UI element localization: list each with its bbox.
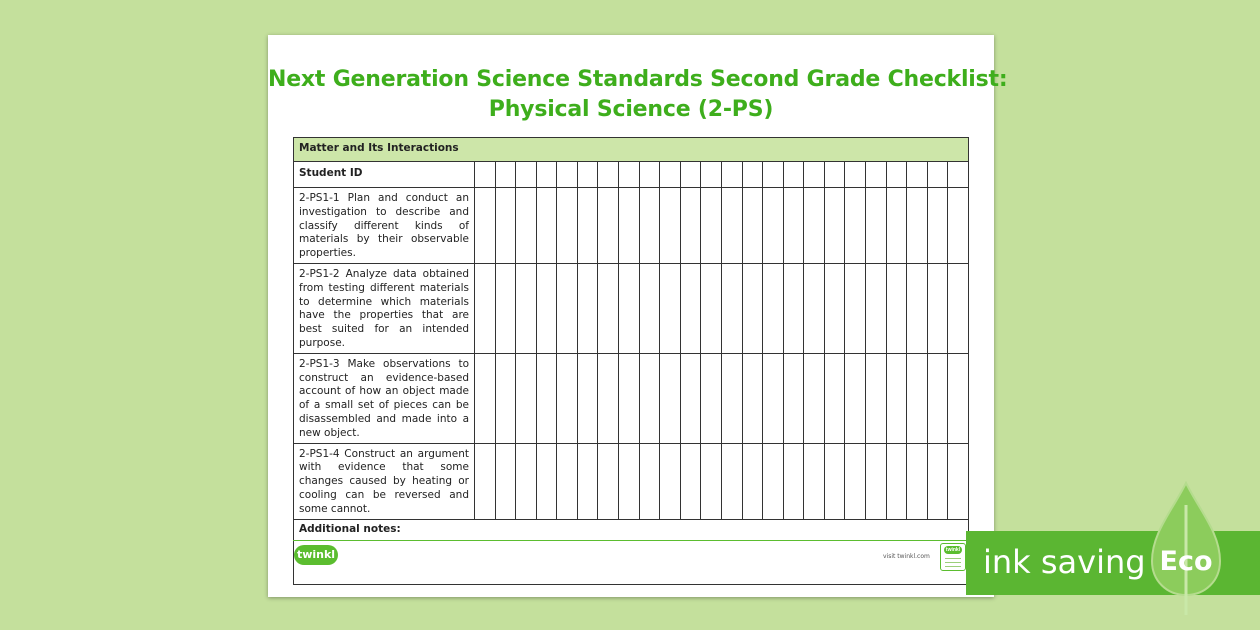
section-header: Matter and Its Interactions: [294, 138, 969, 162]
check-cell[interactable]: [660, 353, 681, 443]
check-cell[interactable]: [804, 263, 825, 353]
badge-line: [945, 562, 961, 563]
check-cell[interactable]: [577, 188, 598, 264]
check-cell[interactable]: [948, 188, 969, 264]
eco-badge-label: Eco: [1159, 546, 1213, 577]
check-cell[interactable]: [639, 263, 660, 353]
check-cell[interactable]: [680, 162, 701, 188]
check-cell[interactable]: [701, 162, 722, 188]
check-cell[interactable]: [783, 188, 804, 264]
check-cell[interactable]: [516, 162, 537, 188]
standard-row: [294, 263, 969, 353]
check-cell[interactable]: [927, 443, 948, 519]
check-cell[interactable]: [865, 188, 886, 264]
check-cell[interactable]: [660, 188, 681, 264]
standard-text: 2-PS1-2 Analyze data obtained from testing different materials to determine which materials have the properties that are best suited for an intended purpose.: [294, 263, 475, 353]
check-cell[interactable]: [639, 188, 660, 264]
check-cell[interactable]: [557, 162, 578, 188]
check-cell[interactable]: [516, 443, 537, 519]
check-cell[interactable]: [783, 443, 804, 519]
standard-text: 2-PS1-3 Make observations to construct an evidence-based account of how an object made of a small set of pieces can be disassembled and made into a new object.: [294, 353, 475, 443]
ink-saving-label: ink saving: [983, 543, 1146, 581]
check-cell[interactable]: [475, 162, 496, 188]
badge-label: twinkl: [945, 547, 961, 553]
check-cell[interactable]: [886, 353, 907, 443]
standard-text: 2-PS1-4 Construct an argument with evidence that some changes caused by heating or cooling can be reversed and some cannot.: [294, 443, 475, 519]
check-cell[interactable]: [475, 443, 496, 519]
check-cell[interactable]: [948, 263, 969, 353]
checklist-table: [293, 137, 969, 585]
check-cell[interactable]: [865, 263, 886, 353]
check-cell[interactable]: [475, 353, 496, 443]
check-cell[interactable]: [619, 162, 640, 188]
check-cell[interactable]: [557, 443, 578, 519]
check-cell[interactable]: [824, 443, 845, 519]
standard-row: [294, 443, 969, 519]
check-cell[interactable]: [804, 443, 825, 519]
check-cell[interactable]: [721, 353, 742, 443]
check-cell[interactable]: [763, 188, 784, 264]
check-cell[interactable]: [907, 443, 928, 519]
check-cell[interactable]: [598, 188, 619, 264]
check-cell[interactable]: [948, 162, 969, 188]
check-cell[interactable]: [701, 188, 722, 264]
check-cell[interactable]: [804, 162, 825, 188]
check-cell[interactable]: [536, 443, 557, 519]
check-cell[interactable]: [557, 188, 578, 264]
check-cell[interactable]: [845, 443, 866, 519]
check-cell[interactable]: [948, 353, 969, 443]
check-cell[interactable]: [721, 443, 742, 519]
check-cell[interactable]: [680, 263, 701, 353]
check-cell[interactable]: [536, 188, 557, 264]
check-cell[interactable]: [927, 162, 948, 188]
check-cell[interactable]: [742, 353, 763, 443]
check-cell[interactable]: [598, 353, 619, 443]
check-cell[interactable]: [536, 162, 557, 188]
check-cell[interactable]: [516, 263, 537, 353]
check-cell[interactable]: [824, 263, 845, 353]
title-line-1: Next Generation Science Standards Second Grade Checklist:: [268, 67, 1008, 92]
check-cell[interactable]: [886, 162, 907, 188]
check-cell[interactable]: [865, 353, 886, 443]
check-cell[interactable]: [804, 353, 825, 443]
check-cell[interactable]: [516, 353, 537, 443]
check-cell[interactable]: [886, 443, 907, 519]
check-cell[interactable]: [783, 162, 804, 188]
check-cell[interactable]: [619, 353, 640, 443]
check-cell[interactable]: [763, 353, 784, 443]
check-cell[interactable]: [660, 162, 681, 188]
check-cell[interactable]: [475, 263, 496, 353]
check-cell[interactable]: [886, 263, 907, 353]
check-cell[interactable]: [742, 443, 763, 519]
student-id-row: [294, 162, 969, 188]
check-cell[interactable]: [495, 263, 516, 353]
check-cell[interactable]: [701, 443, 722, 519]
check-cell[interactable]: [721, 188, 742, 264]
check-cell[interactable]: [845, 353, 866, 443]
check-cell[interactable]: [495, 443, 516, 519]
badge-line: [945, 558, 961, 559]
check-cell[interactable]: [907, 353, 928, 443]
check-cell[interactable]: [845, 188, 866, 264]
check-cell[interactable]: [536, 263, 557, 353]
check-cell[interactable]: [680, 188, 701, 264]
check-cell[interactable]: [721, 263, 742, 353]
check-cell[interactable]: [660, 263, 681, 353]
check-cell[interactable]: [557, 353, 578, 443]
check-cell[interactable]: [577, 353, 598, 443]
check-cell[interactable]: [927, 353, 948, 443]
check-cell[interactable]: [577, 162, 598, 188]
check-cell[interactable]: [619, 188, 640, 264]
check-cell[interactable]: [701, 263, 722, 353]
check-cell[interactable]: [886, 188, 907, 264]
check-cell[interactable]: [495, 162, 516, 188]
check-cell[interactable]: [701, 353, 722, 443]
footer-divider: [293, 540, 968, 541]
check-cell[interactable]: [927, 263, 948, 353]
check-cell[interactable]: [845, 263, 866, 353]
check-cell[interactable]: [865, 162, 886, 188]
check-cell[interactable]: [577, 443, 598, 519]
title-line-2: Physical Science (2-PS): [488, 97, 774, 122]
check-cell[interactable]: [845, 162, 866, 188]
check-cell[interactable]: [824, 162, 845, 188]
check-cell[interactable]: [742, 263, 763, 353]
check-cell[interactable]: [927, 188, 948, 264]
check-cell[interactable]: [639, 443, 660, 519]
check-cell[interactable]: [680, 353, 701, 443]
student-id-label: Student ID: [294, 162, 475, 188]
check-cell[interactable]: [598, 162, 619, 188]
check-cell[interactable]: [495, 188, 516, 264]
twinkl-logo: twinkl: [294, 545, 338, 565]
check-cell[interactable]: [865, 443, 886, 519]
check-cell[interactable]: [783, 353, 804, 443]
check-cell[interactable]: [742, 188, 763, 264]
check-cell[interactable]: [783, 263, 804, 353]
check-cell[interactable]: [619, 443, 640, 519]
check-cell[interactable]: [516, 188, 537, 264]
check-cell[interactable]: [907, 263, 928, 353]
check-cell[interactable]: [557, 263, 578, 353]
check-cell[interactable]: [907, 188, 928, 264]
check-cell[interactable]: [577, 263, 598, 353]
check-cell[interactable]: [598, 263, 619, 353]
check-cell[interactable]: [536, 353, 557, 443]
check-cell[interactable]: [742, 162, 763, 188]
check-cell[interactable]: [619, 263, 640, 353]
standard-row: [294, 188, 969, 264]
check-cell[interactable]: [907, 162, 928, 188]
check-cell[interactable]: [763, 162, 784, 188]
check-cell[interactable]: [475, 188, 496, 264]
worksheet-page: [268, 35, 1008, 597]
check-cell[interactable]: [639, 353, 660, 443]
badge-line: [945, 566, 961, 567]
check-cell[interactable]: [680, 443, 701, 519]
standard-text: 2-PS1-1 Plan and conduct an investigation to describe and classify different kinds of materials by their observable properties.: [294, 188, 475, 264]
check-cell[interactable]: [598, 443, 619, 519]
check-cell[interactable]: [763, 443, 784, 519]
check-cell[interactable]: [721, 162, 742, 188]
page-title: [268, 65, 1008, 125]
notes-row: [294, 519, 969, 584]
standard-row: [294, 353, 969, 443]
check-cell[interactable]: [763, 263, 784, 353]
section-header-row: [294, 138, 969, 162]
check-cell[interactable]: [495, 353, 516, 443]
check-cell[interactable]: [824, 353, 845, 443]
twinkl-badge-icon: [940, 543, 966, 571]
check-cell[interactable]: [804, 188, 825, 264]
check-cell[interactable]: [948, 443, 969, 519]
visit-link[interactable]: visit twinkl.com: [883, 553, 930, 560]
additional-notes: Additional notes:: [294, 519, 969, 584]
check-cell[interactable]: [660, 443, 681, 519]
check-cell[interactable]: [639, 162, 660, 188]
check-cell[interactable]: [824, 188, 845, 264]
